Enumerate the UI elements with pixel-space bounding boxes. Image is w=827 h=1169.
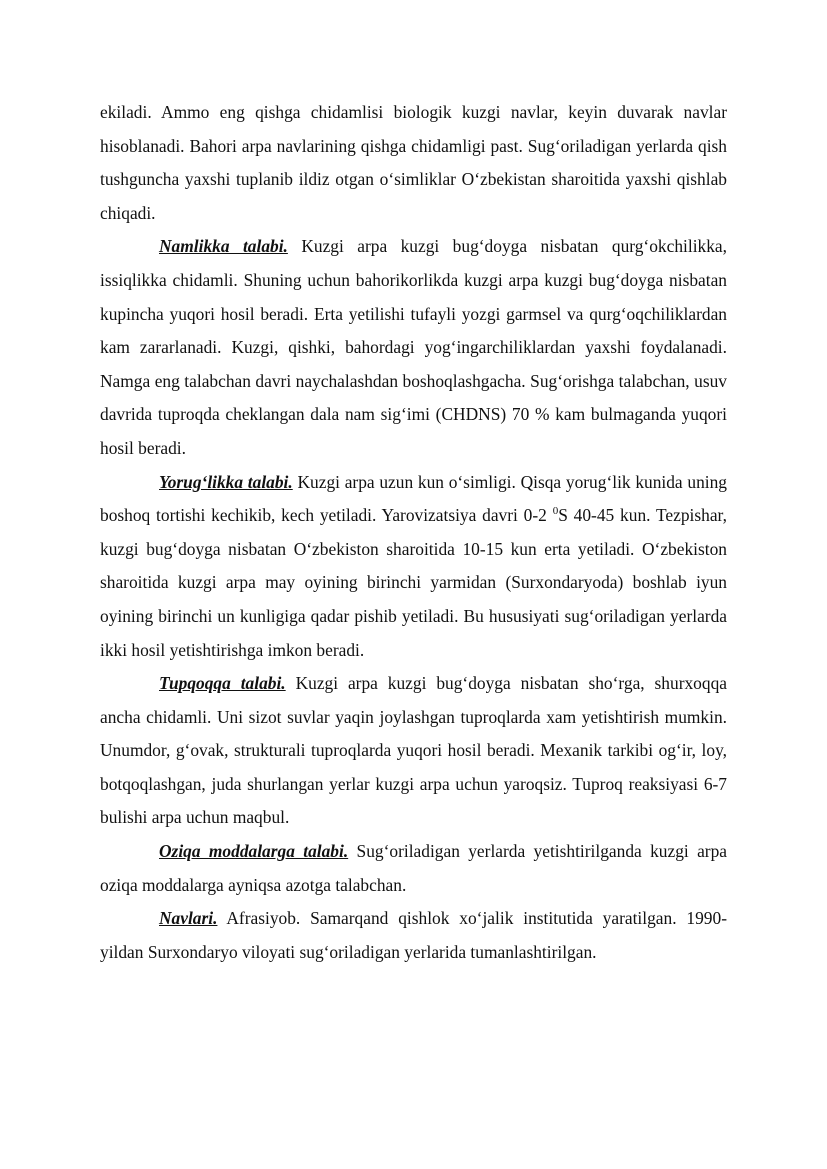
paragraph-text: ekiladi. Ammo eng qishga chidamlisi biologik kuzgi navlar, keyin duvarak navlar hisoblanadi. Bahori arpa navlarining qishga chidamligi past. Sug‘oriladigan yerlarda qish tushguncha yaxshi tuplanib ildiz otgan o‘simliklar O‘zbekistan sharoitida yaxshi qishlab chiqadi. (100, 102, 727, 223)
paragraph-moisture (100, 230, 727, 465)
paragraph-text: Sug‘oriladigan yerlarda yetishtirilganda kuzgi arpa oziqa moddalarga ayniqsa azotga talabchan. (100, 841, 727, 895)
section-heading-moisture: Namlikka talabi. (159, 236, 288, 257)
degree-superscript: 0 (552, 505, 559, 518)
document-page (100, 96, 727, 969)
paragraph-light (100, 466, 727, 668)
section-heading-varieties: Navlari. (159, 908, 218, 929)
paragraph-winter-hardiness (100, 96, 727, 230)
paragraph-nutrients (100, 835, 727, 902)
paragraph-text: Kuzgi arpa uzun kun o‘simligi. Qisqa yorug‘lik kunida uning boshoq tortishi kechikib, kech yetiladi. Yarovizatsiya davri 0-2 (100, 471, 727, 526)
paragraph-text: Afrasiyob. Samarqand qishlok xo‘jalik institutida yaratilgan. 1990-yildan Surxondaryo viloyati sug‘oriladigan yerlarida tumanlashtirilgan. (100, 908, 727, 962)
paragraph-text-continued: S 40-45 kun. Tezpishar, kuzgi bug‘doyga nisbatan O‘zbekiston sharoitida 10-15 kun erta yetiladi. O‘zbekiston sharoitida kuzgi arpa may oyining birinchi yarmidan (Surxondaryoda) boshlab iyun oyining birinchi un kunligiga qadar pishib yetiladi. Bu hususiyati sug‘oriladigan yerlarda ikki hosil yetishtirishga imkon beradi. (100, 505, 727, 660)
section-heading-light: Yorug‘likka talabi. (159, 471, 293, 492)
section-heading-soil: Tupqoqqa talabi. (159, 673, 286, 694)
paragraph-text: Kuzgi arpa kuzgi bug‘doyga nisbatan qurg‘okchilikka, issiqlikka chidamli. Shuning uchun bahorikorlikda kuzgi arpa kuzgi bug‘doyga nisbatan kupincha yuqori hosil beradi. Erta yetilishi tufayli yozgi garmsel va qurg‘oqchiliklardan kam zararlanadi. Kuzgi, qishki, bahordagi yog‘ingarchiliklardan yaxshi foydalanadi. Namga eng talabchan davri naychalashdan boshoqlashgacha. Sug‘orishga talabchan, usuv davrida tuproqda cheklangan dala nam sig‘imi (CHDNS) 70 % kam bulmaganda yuqori hosil beradi. (100, 236, 727, 458)
paragraph-soil (100, 667, 727, 835)
paragraph-varieties (100, 902, 727, 969)
paragraph-text: Kuzgi arpa kuzgi bug‘doyga nisbatan sho‘rga, shurxoqqa ancha chidamli. Uni sizot suvlar yaqin joylashgan tuproqlarda xam yetishtirish mumkin. Unumdor, g‘ovak, strukturali tuproqlarda yuqori hosil beradi. Mexanik tarkibi og‘ir, loy, botqoqlashgan, juda shurlangan yerlar kuzgi arpa uchun yaroqsiz. Tuproq reaksiyasi 6-7 bulishi arpa uchun maqbul. (100, 673, 727, 828)
section-heading-nutrients: Oziqa moddalarga talabi. (159, 841, 349, 862)
